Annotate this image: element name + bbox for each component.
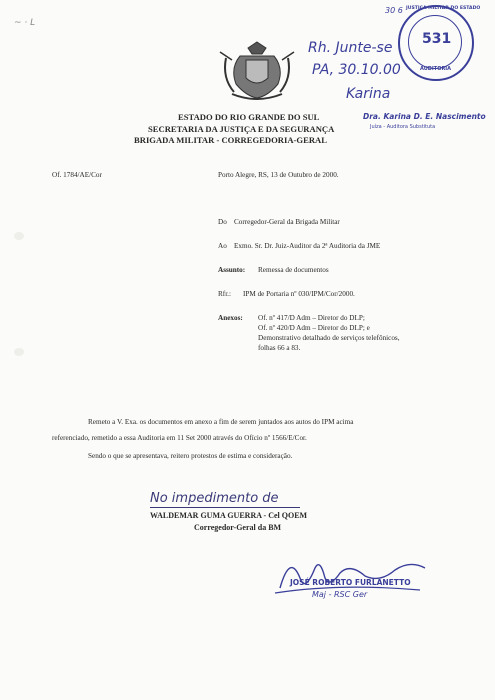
from-label: Do: [218, 218, 227, 226]
subject-value: Remessa de documentos: [258, 266, 329, 274]
header-line-1: ESTADO DO RIO GRANDE DO SUL: [178, 112, 320, 122]
attachment-item: Demonstrativo detalhado de serviços telefônicos,: [258, 334, 400, 342]
court-round-stamp: [398, 5, 481, 81]
signature-underline: [150, 507, 300, 508]
office-reference: Of. 1784/AE/Cor: [52, 171, 102, 179]
attachments-label: Anexos:: [218, 314, 243, 322]
handwritten-tiny-note: 30 6: [385, 6, 403, 15]
handwritten-dispatch-line2: PA, 30.10.00: [312, 62, 401, 78]
stamp-officer-rank: Maj - RSC Ger: [312, 590, 368, 599]
signatory-title: Corregedor-Geral da BM: [194, 523, 282, 532]
body-paragraph-2: Sendo o que se apresentava, reitero protestos de estima e consideração.: [88, 452, 293, 460]
reference-label: Rfr.:: [218, 290, 231, 298]
punch-hole-bottom: [14, 348, 24, 356]
court-stamp-bottom: AUDITORIA: [420, 66, 452, 72]
body-paragraph-1b: referenciado, remetido a essa Auditoria em 11 Set 2000 através do Ofício nº 1566/E/Cor.: [52, 434, 307, 442]
stamp-officer-name: JOSÉ ROBERTO FURLANETTO: [290, 578, 411, 587]
header-line-2: SECRETARIA DA JUSTIÇA E DA SEGURANÇA: [148, 124, 335, 134]
body-paragraph-1a: Remeto a V. Exa. os documentos em anexo a fim de serem juntados aos autos do IPM acima: [88, 418, 354, 426]
court-stamp-number: 531: [422, 31, 452, 47]
header-line-3: BRIGADA MILITAR - CORREGEDORIA-GERAL: [134, 135, 327, 145]
to-value: Exmo. Sr. Dr. Juiz-Auditor da 2ª Auditoria da JME: [234, 242, 381, 250]
handwritten-dispatch-line1: Rh. Junte-se: [308, 40, 393, 56]
handwritten-impediment-note: No impedimento de: [150, 491, 279, 506]
from-value: Corregedor-Geral da Brigada Militar: [234, 218, 340, 226]
handwritten-signature: Karina: [346, 86, 391, 102]
to-label: Ao: [218, 242, 227, 250]
place-date: Porto Alegre, RS, 13 de Outubro de 2000.: [218, 171, 339, 179]
attachment-item: Of. nº 417/D Adm – Diretor do DLP;: [258, 314, 365, 322]
court-stamp-text: JUSTIÇA MILITAR DO ESTADO: [406, 6, 481, 11]
top-left-mark: ~ · L: [14, 18, 36, 28]
judge-stamp-role: Juíza - Auditora Substituta: [370, 124, 436, 130]
attachment-item: folhas 66 a 83.: [258, 344, 301, 352]
judge-stamp-name: Dra. Karina D. E. Nascimento: [363, 112, 486, 121]
attachment-item: Of. nº 420/D Adm – Diretor do DLP; e: [258, 324, 370, 332]
coat-of-arms-emblem: [218, 38, 296, 104]
subject-label: Assunto:: [218, 266, 246, 274]
signatory-name: WALDEMAR GUMA GUERRA - Cel QOEM: [150, 511, 308, 520]
reference-value: IPM de Portaria nº 030/IPM/Cor/2000.: [243, 290, 355, 298]
punch-hole-top: [14, 232, 24, 240]
